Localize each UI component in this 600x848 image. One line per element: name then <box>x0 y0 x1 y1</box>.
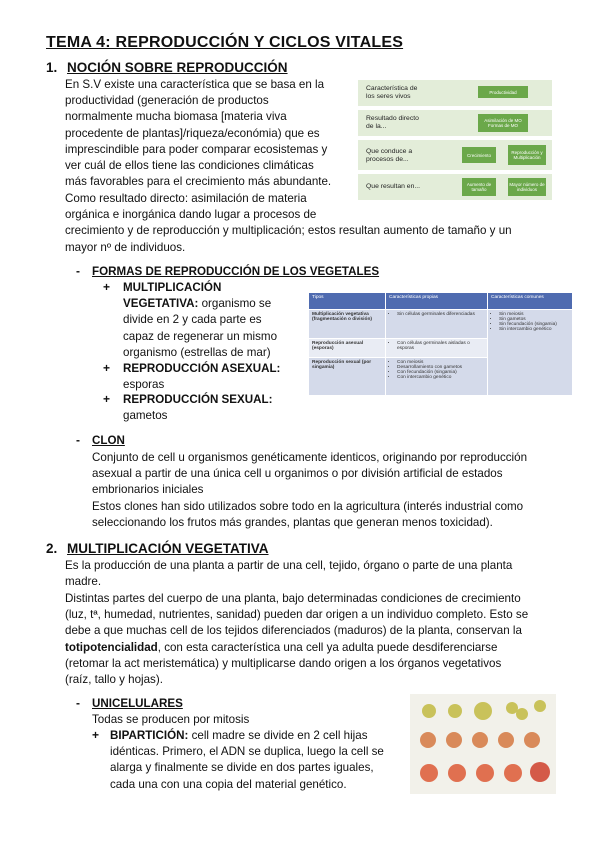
item-label: BIPARTICIÓN: <box>110 729 189 742</box>
text-line: Estos clones han sido utilizados sobre todo en la agricultura (interés industrial como <box>92 499 524 513</box>
text-line: Como resultado directo: asimilación de materia <box>65 192 307 205</box>
diagram-row <box>358 80 552 106</box>
item-text: cada una con una copia del material genético. <box>110 777 347 791</box>
table-row <box>309 310 573 339</box>
unicelulares-intro: Todas se producen por mitosis <box>92 713 250 726</box>
plus-bullet: + <box>103 361 111 375</box>
text-line: (retomar la act meristemática) y multiplicarse dando origen a los órganos vegetativos <box>65 656 502 670</box>
section-number: 2. <box>46 541 58 556</box>
plus-bullet: + <box>103 280 111 294</box>
list-item: • Desarrollamiento con gametos <box>397 365 484 370</box>
list-item: • Sin meiosis <box>499 312 569 317</box>
text-line: embrionarios iniciales <box>92 483 204 497</box>
bold-term: totipotencialidad <box>65 640 158 654</box>
item-text: gametos <box>123 409 168 423</box>
section-title: NOCIÓN SOBRE REPRODUCCIÓN <box>67 60 288 75</box>
list-item: • Con células germinales aisladas o esporas <box>397 341 484 351</box>
cell-stage <box>472 732 488 748</box>
table-cell: Reproducción sexual (por singamia) <box>309 358 386 396</box>
cell-stage <box>448 764 466 782</box>
cell-stage <box>476 764 494 782</box>
text-line: asexual a partir de una única cell u organimos o por división artificial de estados <box>92 467 503 481</box>
cell-division-image <box>410 694 556 794</box>
table-cell-comunes <box>488 310 573 396</box>
item-label: MULTIPLICACIÓN <box>123 281 222 294</box>
list-item: • Con intercambio genético <box>397 375 484 380</box>
table-cell: Multiplicación vegetativa (fragmentación o división) <box>309 310 386 339</box>
s2-paragraph-1 <box>65 558 575 590</box>
cell-stage <box>498 732 514 748</box>
cell-stage <box>420 732 436 748</box>
formas-heading: FORMAS DE REPRODUCCIÓN DE LOS VEGETALES <box>92 265 380 278</box>
diagram-row <box>358 140 552 170</box>
dash-bullet: - <box>76 433 80 447</box>
text-line: más favorables para el crecimiento más abundante. <box>65 175 332 189</box>
text-line: imprescindible para poder comparar ecosistemas y <box>65 142 328 156</box>
plus-bullet: + <box>103 392 111 406</box>
item-text: alarga y finalmente se divide en dos partes iguales, <box>110 761 374 775</box>
cell-stage <box>448 704 462 718</box>
diagram-box: Aumento de tamaño <box>462 178 496 196</box>
item-text: capaz de regenerar un mismo <box>123 329 278 343</box>
cell-stage <box>516 708 528 720</box>
section-title: MULTIPLICACIÓN VEGETATIVA <box>67 541 269 556</box>
section-number: 1. <box>46 60 58 75</box>
cell-stage <box>524 732 540 748</box>
reproduction-types-table <box>308 292 573 396</box>
reproduction-concept-diagram <box>358 80 552 200</box>
forma-item-sexual <box>123 392 303 424</box>
biparticion-item <box>110 728 410 793</box>
text-line: crecimiento y de reproducción y multiplicación; estos resultan aumento de tamaño y un <box>65 224 512 238</box>
diagram-box: Productividad <box>478 86 528 98</box>
text-line: madre. <box>65 575 102 589</box>
table-cell <box>386 310 488 339</box>
text-line: orgánica e inorgánica dando lugar a procesos de <box>65 208 317 222</box>
diagram-row-label: Resultado directo de la... <box>366 115 419 130</box>
clon-paragraph <box>92 450 572 531</box>
dash-bullet: - <box>76 264 80 278</box>
text-line: Distintas partes del cuerpo de una planta, bajo determinadas condiciones de crecimiento <box>65 592 521 605</box>
list-item: • Sin células germinales diferenciadas <box>397 312 484 317</box>
text-line: En S.V existe una característica que se basa en la <box>65 78 325 91</box>
diagram-row-label: Que conduce a procesos de... <box>366 148 413 163</box>
section-1-heading <box>46 60 288 75</box>
s1-paragraph-1 <box>65 77 355 190</box>
text-line: productividad (generación de productos <box>65 94 269 108</box>
item-text: idénticas. Primero, el ADN se duplica, luego la cell se <box>110 745 384 759</box>
diagram-row <box>358 110 552 136</box>
dash-bullet: - <box>76 696 80 710</box>
cell-stage <box>530 762 550 782</box>
text-line: (raíz, tallo y hojas). <box>65 673 163 687</box>
table-cell <box>386 358 488 396</box>
page-title: TEMA 4: REPRODUCCIÓN Y CICLOS VITALES <box>46 34 404 51</box>
text-line: seleccionando los frutos más grandes, plantas que generan menos toxicidad). <box>92 515 493 529</box>
clon-heading: CLON <box>92 434 125 447</box>
cell-stage <box>534 700 546 712</box>
diagram-row-label: Característica de los seres vivos <box>366 85 418 100</box>
list-item: • Sin fecundación (singamia) <box>499 322 569 327</box>
text-line: Conjunto de cell u organismos genéticamente identicos, originando por reproducción <box>92 451 528 464</box>
diagram-box: Asimilación de MO Formas de MO <box>478 114 528 132</box>
item-label: REPRODUCCIÓN SEXUAL: <box>123 393 273 406</box>
text-line: , con esta característica una cell ya adulta puede desdiferenciarse <box>157 640 498 654</box>
item-label: VEGETATIVA: <box>123 297 199 311</box>
cell-stage <box>420 764 438 782</box>
diagram-box: Mayor número de individuos <box>508 178 546 196</box>
item-text: cell madre se divide en 2 cell hijas <box>188 729 368 742</box>
table-cell: Reproducción asexual (esporas) <box>309 339 386 358</box>
s1-paragraph-2 <box>65 191 565 256</box>
text-line: Es la producción de una planta a partir de una cell, tejido, órgano o parte de una planta <box>65 559 513 572</box>
item-text: esporas <box>123 378 165 392</box>
diagram-box: Crecimiento <box>462 147 496 163</box>
item-label: REPRODUCCIÓN ASEXUAL: <box>123 362 281 375</box>
table-header: Tipos <box>309 293 386 310</box>
item-text: divide en 2 y cada parte es <box>123 313 262 327</box>
text-line: (luz, tª, humedad, nutrientes, sanidad) pueden dar origen a un individuo completo. Esto se <box>65 608 529 622</box>
table-header: Características comunes <box>488 293 573 310</box>
text-line: normalmente mucha biomasa [materia viva <box>65 110 287 124</box>
cell-stage <box>474 702 492 720</box>
plus-bullet: + <box>92 728 100 742</box>
diagram-row-label: Que resultan en... <box>366 183 421 190</box>
section-2-heading <box>46 541 269 556</box>
cell-stage <box>446 732 462 748</box>
cell-stage <box>422 704 436 718</box>
list-item: • Sin gametos <box>499 317 569 322</box>
text-line: procedente de plantas]/riqueza/económia) que es <box>65 126 320 140</box>
diagram-box: Reproducción y Multiplicación <box>508 145 546 165</box>
list-item: • Con meiosis <box>397 360 484 365</box>
text-line: debe a que muchas cell de los tejidos diferenciados (maduros) de la planta, conservan la <box>65 624 522 638</box>
unicelulares-heading: UNICELULARES <box>92 697 183 710</box>
list-item: • Sin intercambio genético <box>499 327 569 332</box>
s2-paragraph-2 <box>65 591 585 688</box>
forma-item-multiplicacion <box>123 280 303 361</box>
text-line: mayor nº de individuos. <box>65 240 186 254</box>
cell-stage <box>504 764 522 782</box>
item-text: organismo (estrellas de mar) <box>123 345 271 359</box>
table-cell <box>386 339 488 358</box>
list-item: • Con fecundación (singamia) <box>397 370 484 375</box>
item-text: organismo se <box>198 297 272 311</box>
table-header: Características propias <box>386 293 488 310</box>
text-line: ver cuál de ellos tiene las condiciones climáticas <box>65 159 314 173</box>
forma-item-asexual <box>123 361 303 393</box>
diagram-row <box>358 174 552 200</box>
